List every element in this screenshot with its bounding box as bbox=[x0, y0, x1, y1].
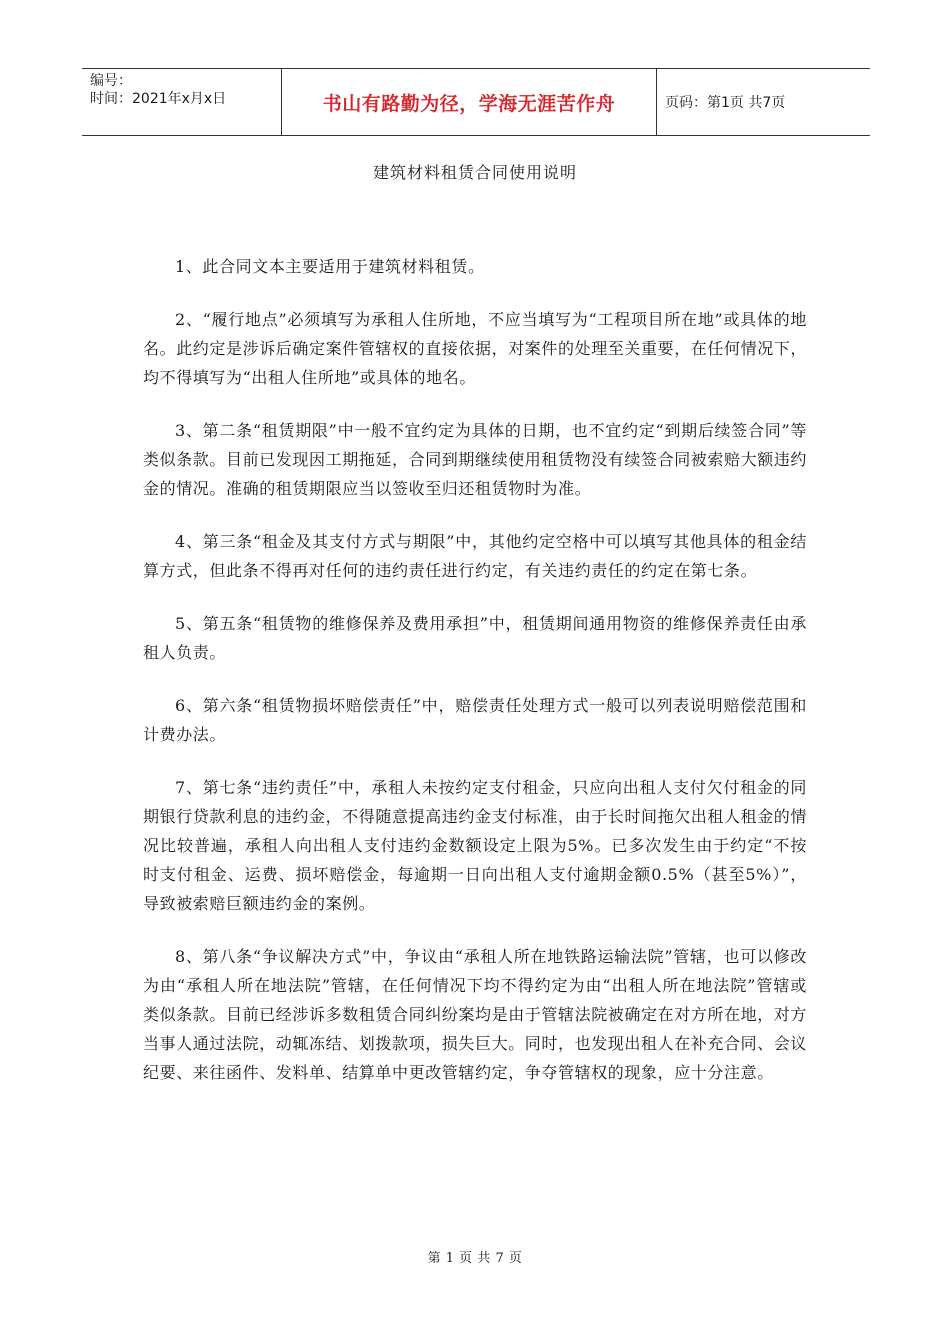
document-date: 时间：2021年x月x日 bbox=[90, 91, 227, 107]
page-footer: 第 1 页 共 7 页 bbox=[427, 1251, 523, 1266]
document-body bbox=[143, 252, 807, 1111]
document-title: 建筑材料租赁合同使用说明 bbox=[372, 163, 577, 182]
document-header bbox=[82, 68, 870, 136]
paragraph: 2、“履行地点”必须填写为承租人住所地，不应当填写为“工程项目所在地”或具体的地名。此约定是涉诉后确定案件管辖权的直接依据，对案件的处理至关重要，在任何情况下，均不得填写为“出租人住所地”或具体的地名。 bbox=[143, 310, 808, 387]
document-number-label: 编号： bbox=[90, 73, 132, 89]
paragraph: 8、第八条“争议解决方式”中，争议由“承租人所在地铁路运输法院”管辖，也可以修改为由“承租人所在地法院”管辖，在任何情况下均不得约定为由“出租人所在地法院”管辖或类似条款。目前已经涉诉多数租赁合同纠纷案均是由于管辖法院被确定在对方所在地，对方当事人通过法院，动辄冻结、划拨款项，损失巨大。同时，也发现出租人在补充合同、会议纪要、来往函件、发料单、结算单中更改管辖约定，争夺管辖权的现象，应十分注意。 bbox=[143, 947, 808, 1082]
paragraph: 1、此合同文本主要适用于建筑材料租赁。 bbox=[175, 257, 485, 276]
paragraph: 5、第五条“租赁物的维修保养及费用承担”中，租赁期间通用物资的维修保养责任由承租人负责。 bbox=[143, 614, 807, 662]
header-motto: 书山有路勤为径，学海无涯苦作舟 bbox=[282, 69, 657, 135]
paragraph: 7、第七条“违约责任”中，承租人未按约定支付租金，只应向出租人支付欠付租金的同期银行贷款利息的违约金，不得随意提高违约金支付标准，由于长时间拖欠出租人租金的情况比较普遍，承租人向出租人支付违约金数额设定上限为5%。已多次发生由于约定“不按时支付租金、运费、损坏赔偿金，每逾期一日向出租人支付逾期金额0.5%（甚至5%）”，导致被索赔巨额违约金的案例。 bbox=[143, 778, 808, 913]
paragraph: 4、第三条“租金及其支付方式与期限”中，其他约定空格中可以填写其他具体的租金结算方式，但此条不得再对任何的违约责任进行约定，有关违约责任的约定在第七条。 bbox=[143, 532, 807, 580]
paragraph: 6、第六条“租赁物损坏赔偿责任”中，赔偿责任处理方式一般可以列表说明赔偿范围和计费办法。 bbox=[143, 696, 807, 744]
header-page-info: 页码：第1页 共7页 bbox=[665, 95, 786, 111]
paragraph: 3、第二条“租赁期限”中一般不宜约定为具体的日期，也不宜约定“到期后续签合同”等类似条款。目前已发现因工期拖延，合同到期继续使用租赁物没有续签合同被索赔大额违约金的情况。准确的租赁期限应当以签收至归还租赁物时为准。 bbox=[143, 421, 808, 498]
header-meta bbox=[82, 69, 282, 135]
